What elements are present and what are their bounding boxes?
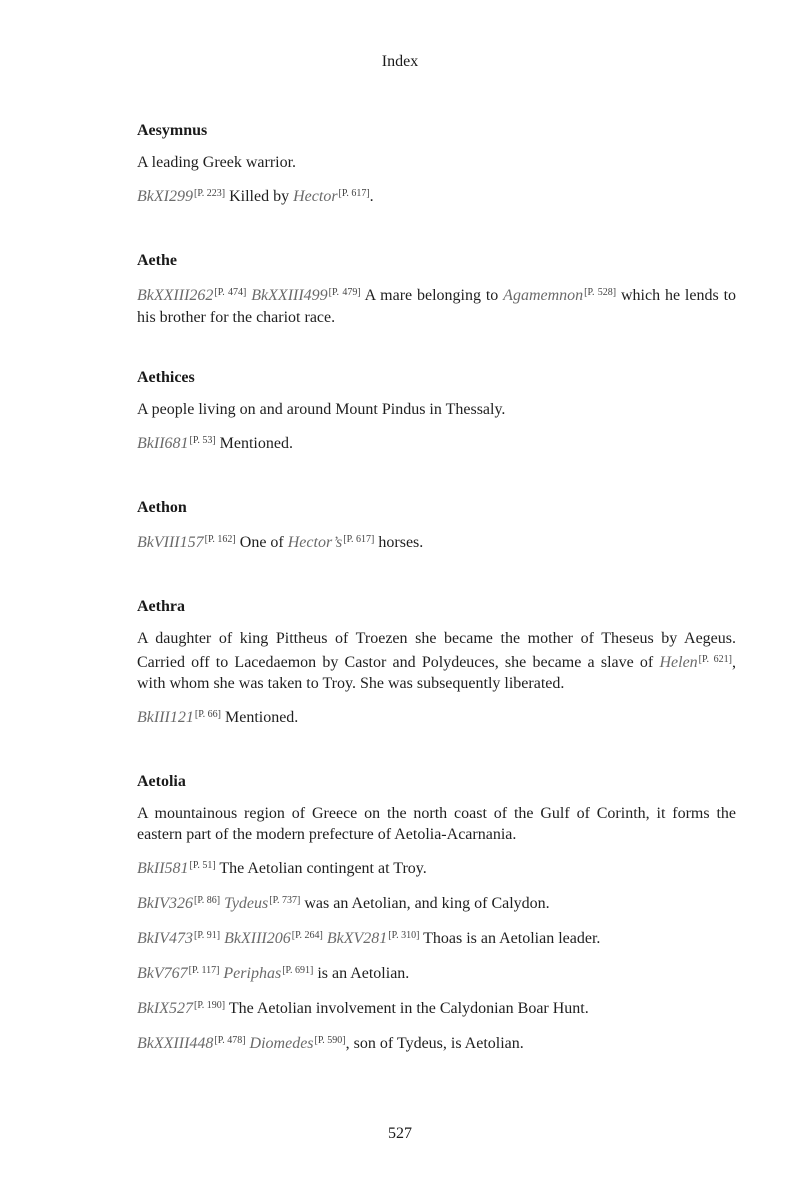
book-reference-link[interactable]: BkIII121 [137,709,194,726]
index-entry [137,497,736,554]
entry-title: Aesymnus [137,122,208,139]
entry-text: A mare belonging to [360,287,504,304]
entry-text: Mentioned. [220,709,299,726]
entry-text: Mentioned. [215,435,293,452]
entry-text: , with whom she was taken to Troy. She was subsequently liberated. [137,654,736,692]
entry-text: The Aetolian involvement in the Calydonian Boar Hunt. [225,1000,589,1017]
page-ref-marker: [P. 223] [193,188,226,199]
index-entry [137,771,736,1055]
cross-reference-link[interactable]: Helen [659,654,698,671]
index-entry [137,250,736,329]
index-entry [137,596,736,729]
reference-line [137,890,736,915]
page-ref-marker: [P. 162] [204,534,236,545]
page-ref-marker: [P. 621] [698,654,732,665]
book-reference-link[interactable]: BkXIII206 [224,930,291,947]
entry-title: Aethon [137,499,187,516]
entry-description [137,628,736,694]
page-ref-marker: [P. 117] [188,965,220,976]
reference-line [137,1030,736,1055]
entry-title: Aethe [137,252,177,269]
cross-reference-link[interactable]: Agamemnon [503,287,584,304]
book-reference-link[interactable]: BkVIII157 [137,534,204,551]
entry-title: Aetolia [137,773,186,790]
page-ref-marker: [P. 737] [269,895,301,906]
index-entry [137,120,736,208]
reference-line [137,925,736,950]
book-reference-link[interactable]: BkIV326 [137,895,193,912]
cross-reference-link[interactable]: Diomedes [249,1035,314,1052]
book-reference-link[interactable]: BkXXIII499 [251,287,328,304]
page-number: 527 [388,1125,412,1142]
index-entries [137,120,736,1097]
page-ref-marker: [P. 91] [193,930,221,941]
entry-description: A people living on and around Mount Pindus in Thessaly. [137,401,506,418]
page-ref-marker: [P. 86] [193,895,221,906]
entry-text: The Aetolian contingent at Troy. [215,860,427,877]
page-ref-marker: [P. 617] [343,534,375,545]
page-ref-marker: [P. 479] [328,287,361,298]
reference-line [137,282,736,329]
entry-title: Aethices [137,369,195,386]
page-ref-marker: [P. 474] [214,287,247,298]
book-reference-link[interactable]: BkII681 [137,435,189,452]
entry-text: Killed by [225,188,294,205]
entry-text: is an Aetolian. [313,965,410,982]
entry-text: Thoas is an Aetolian leader. [419,930,601,947]
book-reference-link[interactable]: BkXXIII262 [137,287,214,304]
cross-reference-link[interactable]: Periphas [223,965,282,982]
reference-line [137,183,736,208]
book-reference-link[interactable]: BkXXIII448 [137,1035,214,1052]
cross-reference-link[interactable]: Hector [293,188,338,205]
reference-line [137,430,736,455]
page-ref-marker: [P. 190] [193,1000,226,1011]
page-ref-marker: [P. 264] [291,930,323,941]
page-ref-marker: [P. 617] [338,188,370,199]
reference-line [137,704,736,729]
reference-line [137,995,736,1020]
entry-text: . [369,188,374,205]
page-ref-marker: [P. 590] [314,1035,346,1046]
entry-description: A mountainous region of Greece on the north coast of the Gulf of Corinth, it forms the eastern part of the modern prefecture of Aetolia-Acarnania. [137,805,736,843]
entry-title: Aethra [137,598,185,615]
entry-description: A leading Greek warrior. [137,154,297,171]
page-ref-marker: [P. 691] [282,965,314,976]
entry-text: was an Aetolian, and king of Calydon. [300,895,550,912]
book-reference-link[interactable]: BkXV281 [326,930,388,947]
entry-text: , son of Tydeus, is Aetolian. [345,1035,524,1052]
book-reference-link[interactable]: BkII581 [137,860,189,877]
book-reference-link[interactable]: BkXI299 [137,188,193,205]
entry-text: A daughter of king Pittheus of Troezen she became the mother of Theseus by Aegeus. Carried off to Lacedaemon by Castor and Polydeuces, she became a slave of [137,630,736,671]
page-ref-marker: [P. 528] [584,287,617,298]
page-ref-marker: [P. 66] [194,709,221,720]
reference-line [137,855,736,880]
cross-reference-link[interactable]: Hector’s [287,534,343,551]
page-ref-marker: [P. 51] [189,860,216,871]
index-entry [137,367,736,455]
reference-line [137,960,736,985]
entry-text: horses. [374,534,424,551]
entry-text: which he lends to his brother for the chariot race. [137,287,737,326]
reference-line [137,529,736,554]
book-reference-link[interactable]: BkIV473 [137,930,193,947]
book-reference-link[interactable]: BkIX527 [137,1000,193,1017]
page-ref-marker: [P. 478] [214,1035,246,1046]
page-ref-marker: [P. 310] [388,930,420,941]
entry-text: One of [235,534,288,551]
book-reference-link[interactable]: BkV767 [137,965,188,982]
cross-reference-link[interactable]: Tydeus [224,895,269,912]
running-header: Index [381,53,419,70]
page-ref-marker: [P. 53] [189,435,216,446]
